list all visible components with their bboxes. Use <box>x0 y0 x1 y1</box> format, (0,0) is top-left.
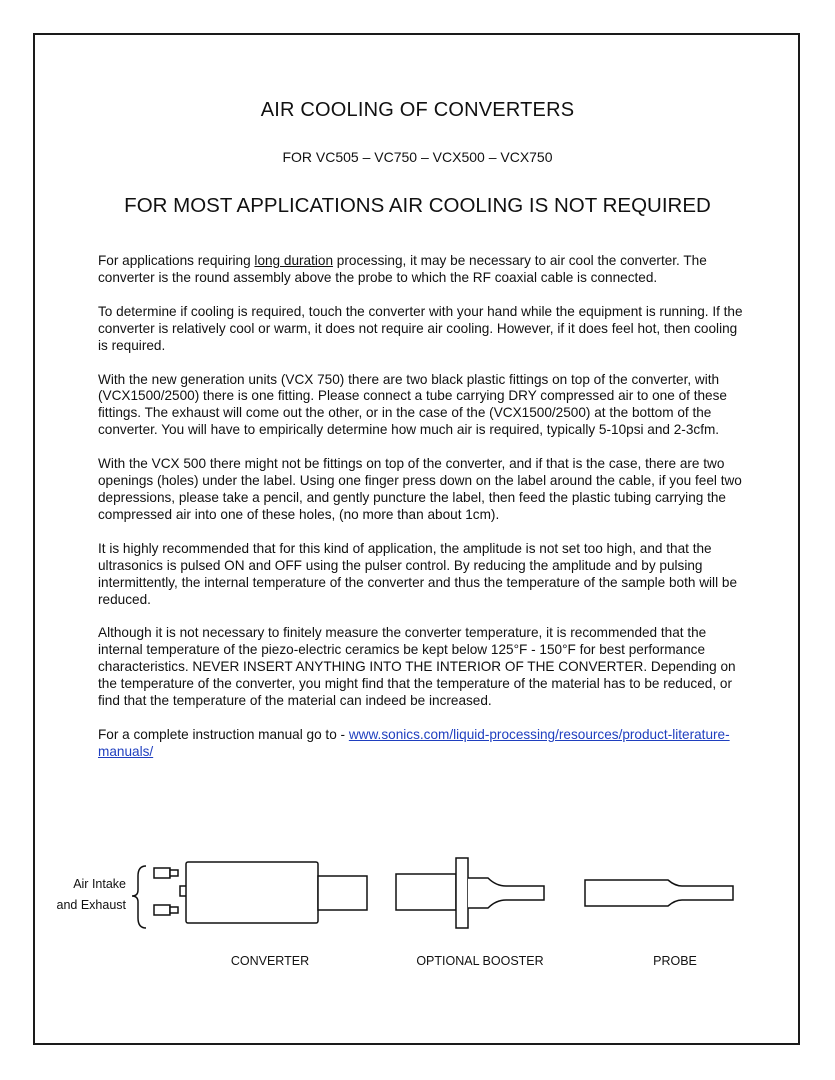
diagram-svg <box>0 850 835 980</box>
instructions-body <box>98 253 743 778</box>
page-title: AIR COOLING OF CONVERTERS <box>260 99 575 121</box>
converter-label: CONVERTER <box>230 954 310 968</box>
paragraph-vcx500-openings: With the VCX 500 there might not be fittings on top of the converter, and if that is the case, there are two openings (holes) under the label. Using one finger press down on the label around the cable, if you feel two depressions, please take a pencil, and gently puncture the label, then feed the plastic tubing carrying the compressed air into one of these holes, (no more than about 1cm). <box>98 456 742 522</box>
probe-shape <box>585 880 733 906</box>
hardware-diagram <box>0 850 835 980</box>
paragraph-determine-cooling: To determine if cooling is required, touch the converter with your hand while the equipment is running. If the converter is relatively cool or warm, it does not require air cooling. However, if it does feel hot, then cooling is required. <box>98 303 743 353</box>
air-intake-label: Air Intake <box>73 877 126 891</box>
bracket-shape <box>132 866 146 928</box>
converter-fitting-bottom <box>154 905 178 915</box>
booster-label: OPTIONAL BOOSTER <box>416 954 544 968</box>
converter-body-shape <box>186 862 318 923</box>
underlined-long-duration: long duration <box>254 253 334 268</box>
paragraph-long-duration: For applications requiring long duration processing, it may be necessary to air cool the converter. The converter is the round assembly above the probe to which the RF coaxial cable is connected. <box>98 253 707 285</box>
converter-horn-shape <box>318 876 367 910</box>
booster-input-shape <box>396 874 456 910</box>
converter-fitting-top <box>154 868 178 878</box>
paragraph-manual-link: For a complete instruction manual go to - www.sonics.com/liquid-processing/resources/product-literature-manuals/ <box>98 726 730 759</box>
model-subtitle: FOR VC505 – VC750 – VCX500 – VCX750 <box>282 149 553 165</box>
probe-label: PROBE <box>653 954 697 968</box>
paragraph-vcx750-fittings: With the new generation units (VCX 750) there are two black plastic fittings on top of the converter, with (VCX1500/2500) there is one fitting. Please connect a tube carrying DRY compressed air to one of these fittings. The exhaust will come out the other, or in the case of the (VCX1500/2500) at the bottom of the converter. You will have to empirically determine how much air is required, typically 5-10psi and 2-3cfm. <box>98 371 727 438</box>
paragraph-temperature-warning: Although it is not necessary to finitely measure the converter temperature, it is recommended that the internal temperature of the piezo-electric ceramics be kept below 125°F - 150°F for best performance characteristics. NEVER INSERT ANYTHING INTO THE INTERIOR OF THE CONVERTER. Depending on the temperature of the converter, you might find that the temperature of the material has to be reduced, or find that the temperature of the material can indeed be increased. <box>98 625 736 709</box>
booster-flange-shape <box>456 858 468 928</box>
air-exhaust-label: and Exhaust <box>56 898 126 912</box>
paragraph-amplitude-pulsing: It is highly recommended that for this kind of application, the amplitude is not set too high, and that the ultrasonics is pulsed ON and OFF using the pulser control. By reducing the amplitude and by pulsing intermittently, the internal temperature of the converter and thus the temperature of the sample both will be reduced. <box>98 540 737 607</box>
headline-notice: FOR MOST APPLICATIONS AIR COOLING IS NOT REQUIRED <box>124 194 711 217</box>
booster-output-shape <box>468 878 544 908</box>
manual-link[interactable]: www.sonics.com/liquid-processing/resources/product-literature-manuals/ <box>98 726 730 759</box>
